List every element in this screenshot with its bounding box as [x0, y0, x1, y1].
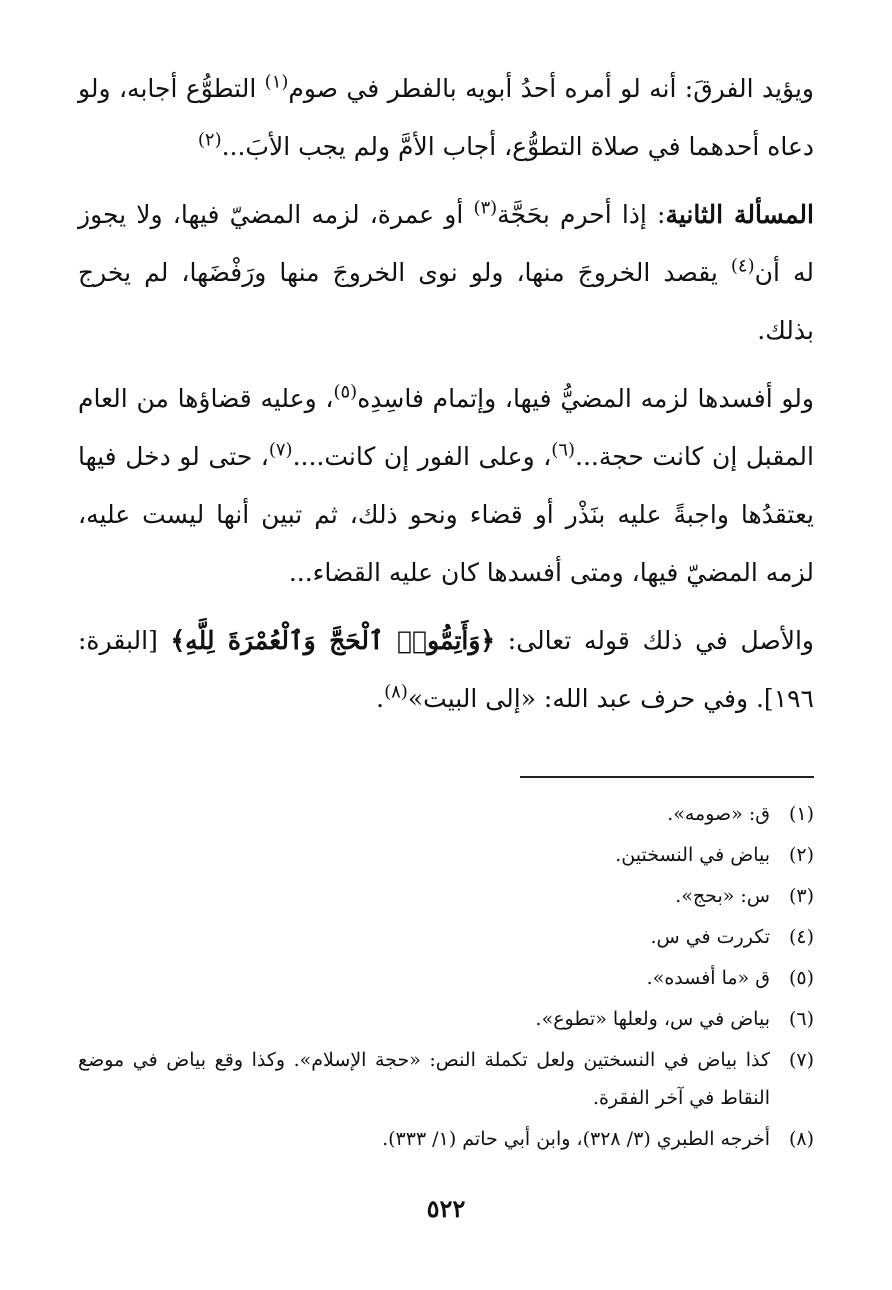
p3-text1: ولو أفسدها لزمه المضيُّ فيها، وإتمام فاسِدِه: [357, 384, 814, 413]
p3-text4: ، حتى لو دخل فيها يعتقدُها واجبةً عليه بنَذْر أو قضاء ونحو ذلك، ثم تبين أنها ليست عليه، لزمه المضيّ فيها، ومتى أفسدها كان عليه القضاء...: [78, 442, 814, 587]
p1-mid: التطوُّع أجابه، ولو دعاه أحدهما في صلاة التطوُّع، أجاب الأمَّ ولم يجب الأبَ...: [78, 74, 814, 161]
footnote-ref-4[interactable]: (٤): [730, 255, 755, 277]
p2-text1: : إذا أحرم بحَجَّة: [497, 200, 666, 229]
footnote-text: أخرجه الطبري (٣/ ٣٢٨)، وابن أبي حاتم (١/ ٣٣٣).: [382, 1128, 770, 1150]
footnote-ref-1[interactable]: (١): [264, 71, 289, 93]
p4-text3: .: [376, 684, 385, 713]
p2-text3: يقصد الخروجَ منها، ولو نوى الخروجَ منها ورَفْضَها، لم يخرج بذلك.: [78, 258, 814, 345]
p4-text2: [البقرة: ١٩٦]. وفي حرف عبد الله: «إلى البيت»: [78, 626, 814, 713]
footnote-number: (٦): [788, 1008, 814, 1030]
p3-text2: ، وعليه قضاؤها من العام المقبل إن كانت حجة...: [78, 384, 814, 471]
section-heading: المسألة الثانية: [665, 200, 814, 229]
footnote-text: كذا بياض في النسختين ولعل تكملة النص: «حجة الإسلام». وكذا وقع بياض في موضع النقاط في آخر الفقرة.: [78, 1049, 770, 1109]
footnote-number: (٣): [788, 885, 814, 907]
paragraph-2: [78, 186, 814, 360]
footnote-ref-2[interactable]: (٢): [197, 129, 222, 151]
footnote-number: (٥): [788, 967, 814, 989]
footnote-item: [78, 836, 814, 874]
p4-text1: والأصل في ذلك قوله تعالى:: [495, 626, 814, 655]
footnotes-list: [78, 792, 814, 1161]
p3-text3: ، وعلى الفور إن كانت....: [292, 442, 552, 471]
footnote-text: تكررت في س.: [650, 926, 770, 948]
p1-text: ويؤيد الفرقَ: أنه لو أمره أحدُ أبويه بالفطر في صوم: [288, 74, 814, 103]
footnote-ref-5[interactable]: (٥): [333, 381, 358, 403]
footnote-item: [78, 1000, 814, 1038]
footnote-item: [78, 1120, 814, 1158]
footnote-ref-6[interactable]: (٦): [551, 439, 576, 461]
main-text: [78, 60, 814, 738]
footnote-item: [78, 877, 814, 915]
footnote-item: [78, 1041, 814, 1117]
footnote-number: (٧): [788, 1049, 814, 1071]
footnote-item: [78, 918, 814, 956]
footnote-ref-7[interactable]: (٧): [268, 439, 293, 461]
paragraph-1: [78, 60, 814, 176]
footnote-number: (١): [788, 803, 814, 825]
footnote-number: (٨): [788, 1128, 814, 1150]
p2-text2: أو عمرة، لزمه المضيّ فيها، ولا يجوز له أن: [78, 200, 814, 287]
footnote-text: بياض في س، ولعلها «تطوع».: [535, 1008, 770, 1030]
footnote-item: [78, 795, 814, 833]
footnote-number: (٤): [788, 926, 814, 948]
footnote-number: (٢): [788, 844, 814, 866]
paragraph-3: [78, 370, 814, 602]
footnote-ref-8[interactable]: (٨): [384, 681, 408, 703]
page-number: ٥٢٢: [426, 1194, 466, 1223]
footnote-text: ق «ما أفسده».: [646, 967, 770, 989]
footnote-item: [78, 959, 814, 997]
footnote-text: بياض في النسختين.: [615, 844, 770, 866]
footnote-separator: [520, 776, 814, 778]
footnote-text: س: «بحج».: [675, 885, 770, 907]
paragraph-4: [78, 612, 814, 728]
footnote-text: ق: «صومه».: [667, 803, 770, 825]
footnote-ref-3[interactable]: (٣): [473, 197, 498, 219]
quran-verse: ﴿وَأَتِمُّوا۟ ٱلْحَجَّ وَٱلْعُمْرَةَ لِلَّهِ﴾: [170, 626, 496, 655]
